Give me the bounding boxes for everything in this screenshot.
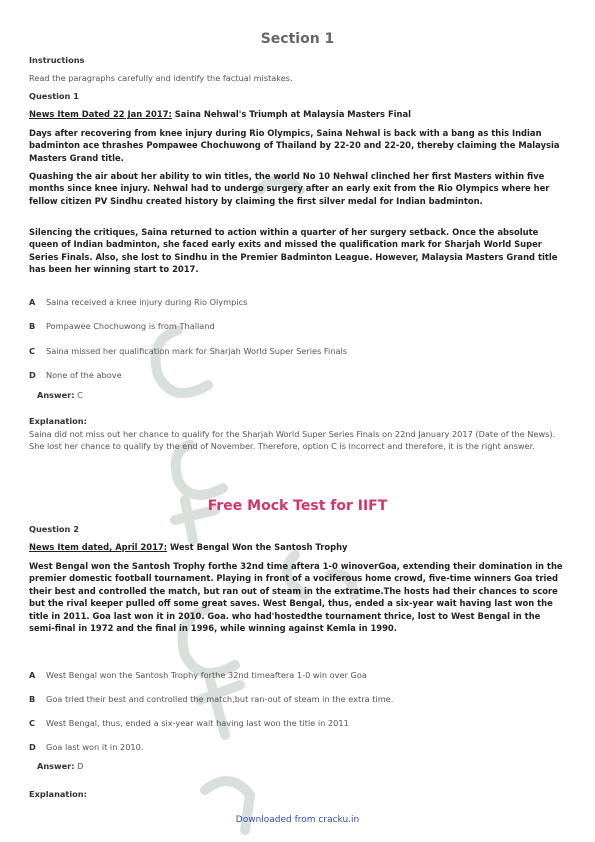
question-1-news-heading (29, 109, 411, 119)
answer-value: C (77, 390, 83, 400)
answer-value: D (77, 761, 84, 771)
question-2-option-a[interactable]: A West Bengal won the Santosh Trophy forthe 32nd timeaftera 1-0 win over Goa (29, 670, 367, 680)
instructions-heading: Instructions (29, 55, 85, 65)
news-date: News Item Dated 22 Jan 2017: (29, 109, 172, 119)
news-title: West Bengal Won the Santosh Trophy (167, 542, 348, 552)
question-1-explanation: Saina did not miss out her chance to qualify for the Sharjah World Super Series Finals on 22nd January 2017 (Date of the News). She lost her chance to qualify by the end of November. Therefore, option C is incorrect and therefore, it is the right answer. (29, 429, 556, 451)
question-1-paragraph-3: Silencing the critiques, Saina returned to action within a quarter of her surgery setback. Once the absolute queen of Indian badminton, she faced early exits and missed the qualification mark for Sharjah World Super Series Finals. Also, she lost to Sindhu in the Premier Badminton League. However, Malaysia Masters Grand title has been her winning start to 2017. (29, 227, 558, 275)
question-1-option-c[interactable]: C Saina missed her qualification mark for Sharjah World Super Series Finals (29, 346, 348, 356)
question-1-label: Question 1 (29, 91, 79, 101)
question-2-explanation-heading: Explanation: (29, 789, 87, 799)
section-title: Section 1 (260, 31, 335, 47)
question-2-label: Question 2 (29, 524, 79, 534)
news-date: News Item dated, April 2017: (29, 542, 168, 552)
question-2-option-b[interactable]: B Goa tried their best and controlled the match,but ran-out of steam in the extra time. (29, 694, 394, 704)
question-1-answer: Answer: C (37, 390, 83, 400)
question-1-paragraph-1: Days after recovering from knee injury during Rio Olympics, Saina Nehwal is back with a bang as this Indian badminton ace thrashes Pompawee Chochuwong of Thailand by 22-20 and 22-20, thereby claiming the Malaysia Masters Grand title. (29, 128, 560, 163)
footer-download-link[interactable]: Downloaded from cracku.in (235, 815, 360, 825)
news-title: Saina Nehwal's Triumph at Malaysia Masters Final (171, 109, 412, 119)
question-2-news-heading (29, 542, 348, 552)
question-1-explanation-heading: Explanation: (29, 416, 87, 426)
question-1-option-d[interactable]: D None of the above (29, 370, 122, 380)
question-2-option-c[interactable]: C West Bengal, thus, ended a six-year wait having last won the title in 2011 (29, 718, 349, 728)
question-2-option-d[interactable]: D Goa last won it in 2010. (29, 742, 144, 752)
free-mock-test-link[interactable]: Free Mock Test for IIFT (207, 498, 388, 514)
question-1-option-a[interactable]: A Saina received a knee injury during Rio Olympics (29, 297, 248, 307)
instructions-text: Read the paragraphs carefully and identify the factual mistakes. (29, 73, 293, 83)
question-1-option-b[interactable]: B Pompawee Chochuwong is from Thailand (29, 321, 215, 331)
question-2-answer: Answer: D (37, 761, 84, 771)
question-2-paragraph: West Bengal won the Santosh Trophy forthe 32nd time aftera 1-0 winoverGoa, extending their domination in the premier domestic football tournament. Playing in front of a vociferous home crowd, five-time winners Goa tried their best and controlled the match, but ran out of steam in the extratime.The hosts had their chances to score but the rival keeper pulled off some great saves. West Bengal, thus, ended a six-year wait having last won the title in 2011. Goa last won it in 2010. Goa. who had'hostedthe tournament thrice, lost to West Bengal in the semi-final in 1972 and the final in 1996, while winning against Kemla in 1990. (29, 561, 563, 634)
question-1-paragraph-2: Quashing the air about her ability to win titles, the world No 10 Nehwal clinched her first Masters within five months since knee injury. Nehwal had to undergo surgery after an early exit from the Rio Olympics where her fellow citizen PV Sindhu created history by claiming the first silver medal for Indian badminton. (29, 171, 550, 206)
